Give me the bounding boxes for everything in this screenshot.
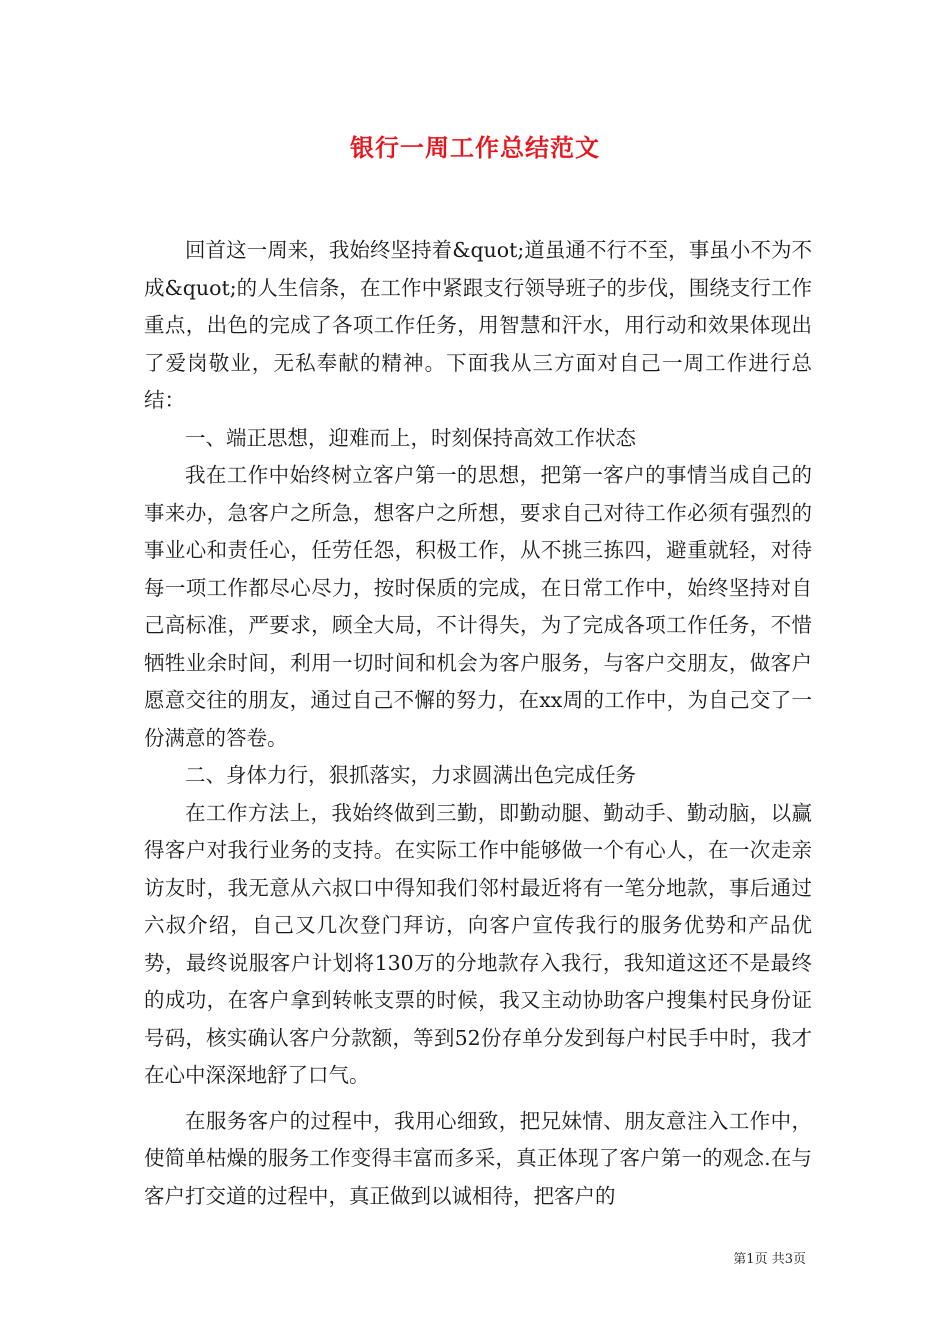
page-footer [733, 1248, 806, 1267]
section-1-paragraph: 我在工作中始终树立客户第一的思想，把第一客户的事情当成自己的事来办，急客户之所急，想客户之所想，要求自己对待工作必须有强烈的事业心和责任心，任劳任怨，积极工作，从不挑三拣四，避重就轻，对待每一项工作都尽心尽力，按时保质的完成，在日常工作中，始终坚持对自己高标准，严要求，顾全大局，不计得失，为了完成各项工作任务，不惜牺牲业余时间，利用一切时间和机会为客户服务，与客户交朋友，做客户愿意交往的朋友，通过自己不懈的努力，在xx周的工作中，为自己交了一份满意的答卷。 [144, 463, 812, 750]
footer-suffix: 页 [792, 1252, 806, 1267]
document-title: 银行一周工作总结范文 [350, 133, 600, 162]
section-2-paragraph-2: 在服务客户的过程中，我用心细致，把兄妹情、朋友意注入工作中，使简单枯燥的服务工作变得丰富而多采，真正体现了客户第一的观念.在与客户打交道的过程中，真正做到以诚相待，把客户的 [144, 1108, 812, 1208]
document-body [144, 232, 812, 1215]
footer-prefix: 第 [733, 1252, 747, 1267]
footer-middle: 页 共 [754, 1252, 785, 1267]
intro-paragraph: 回首这一周来，我始终坚持着&quot;道虽通不行不至，事虽小不为不成&quot;的人生信条，在工作中紧跟支行领导班子的步伐，围绕支行工作重点，出色的完成了各项工作任务，用智慧和汗水，用行动和效果体现出了爱岗敬业，无私奉献的精神。下面我从三方面对自己一周工作进行总结： [144, 238, 812, 412]
footer-page-number: 1 [746, 1252, 755, 1267]
section-2-paragraph-1: 在工作方法上，我始终做到三勤，即勤动腿、勤动手、勤动脑，以赢得客户对我行业务的支持。在实际工作中能够做一个有心人，在一次走亲访友时，我无意从六叔口中得知我们邻村最近将有一笔分地款，事后通过六叔介绍，自己又几次登门拜访，向客户宣传我行的服务优势和产品优势，最终说服客户计划将130万的分地款存入我行，我知道这还不是最终的成功，在客户拿到转帐支票的时候，我又主动协助客户搜集村民身份证号码，核实确认客户分款额，等到52份存单分发到每户村民手中时，我才在心中深深地舒了口气。 [144, 800, 812, 1087]
section-heading-1: 一、端正思想，迎难而上，时刻保持高效工作状态 [185, 425, 636, 450]
footer-total-pages: 3 [784, 1252, 793, 1267]
section-heading-2: 二、身体力行，狠抓落实，力求圆满出色完成任务 [185, 763, 636, 787]
